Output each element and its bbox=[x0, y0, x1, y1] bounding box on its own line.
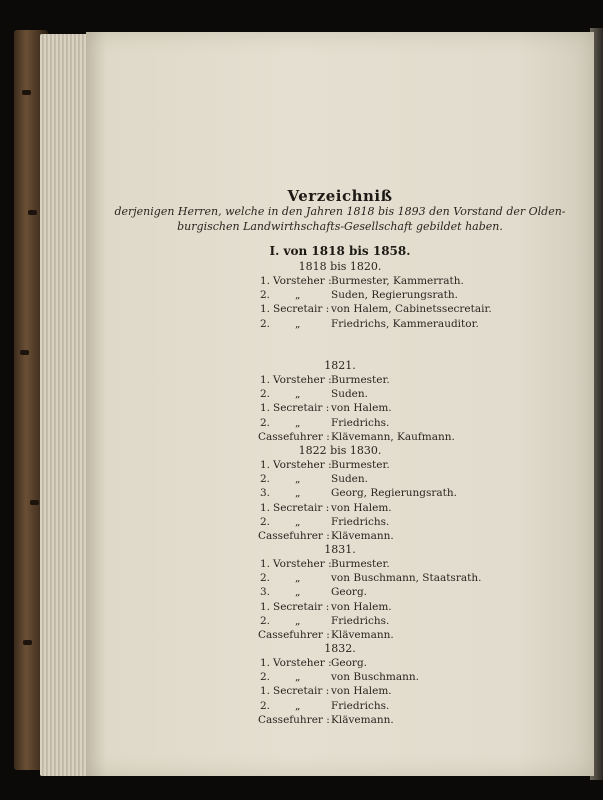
entry-role: Secretair : bbox=[273, 402, 330, 415]
entry-number: 1. bbox=[260, 657, 271, 669]
document-title: Verzeichniß bbox=[287, 187, 393, 205]
member-entry bbox=[86, 714, 594, 728]
book-page bbox=[86, 32, 594, 776]
entry-ditto-mark: „ bbox=[295, 671, 301, 684]
spine-wear-mark bbox=[23, 640, 32, 645]
spine-wear-mark bbox=[30, 500, 39, 505]
entry-role: Secretair : bbox=[273, 685, 330, 698]
entry-member-name: Suden, Regierungsrath. bbox=[331, 289, 458, 302]
member-entry bbox=[86, 388, 594, 402]
subtitle-line-2: burgischen Landwirthschafts-Gesellschaft gebildet haben. bbox=[177, 220, 503, 233]
entry-ditto-mark: „ bbox=[295, 473, 301, 486]
period-year: 1831. bbox=[324, 543, 356, 556]
member-entry bbox=[86, 671, 594, 685]
entry-number: 1. bbox=[260, 501, 271, 514]
member-entry bbox=[86, 303, 594, 317]
entry-member-name: Klävemann. bbox=[331, 530, 394, 542]
member-entry bbox=[86, 700, 594, 714]
entry-role: Cassefuhrer : bbox=[258, 430, 330, 443]
entry-member-name: Klävemann. bbox=[331, 713, 394, 726]
member-entry bbox=[86, 318, 594, 332]
member-entry bbox=[86, 516, 594, 530]
entry-number: 1. bbox=[260, 275, 271, 287]
entry-member-name: Klävemann, Kaufmann. bbox=[331, 430, 455, 443]
entry-role: Vorsteher : bbox=[273, 374, 332, 386]
entry-number: 1. bbox=[260, 685, 271, 698]
entry-member-name: von Halem. bbox=[331, 685, 392, 698]
member-entry bbox=[86, 473, 594, 487]
spine-wear-mark bbox=[22, 90, 31, 95]
entry-ditto-mark: „ bbox=[295, 515, 301, 528]
member-entry bbox=[86, 657, 594, 671]
entry-ditto-mark: „ bbox=[295, 317, 301, 330]
entry-number: 2. bbox=[260, 515, 271, 528]
member-entry bbox=[86, 431, 594, 445]
entry-member-name: Friedrichs, Kammerauditor. bbox=[331, 317, 479, 330]
entry-member-name: von Halem. bbox=[331, 501, 392, 514]
member-entry bbox=[86, 615, 594, 629]
section-heading: I. von 1818 bis 1858. bbox=[269, 244, 411, 258]
subtitle-line-1: derjenigen Herren, welche in den Jahren 1818 bis 1893 den Vorstand der Olden- bbox=[114, 205, 566, 218]
entry-member-name: Friedrichs. bbox=[331, 614, 390, 627]
period-year: 1818 bis 1820. bbox=[298, 260, 382, 273]
entry-member-name: von Halem, Cabinetssecretair. bbox=[331, 303, 492, 316]
entry-number: 2. bbox=[260, 572, 271, 585]
entry-member-name: Burmester. bbox=[331, 374, 390, 386]
member-entry bbox=[86, 487, 594, 501]
entry-ditto-mark: „ bbox=[295, 614, 301, 627]
member-entry bbox=[86, 558, 594, 572]
entry-role: Vorsteher : bbox=[273, 459, 332, 471]
entry-member-name: von Buschmann. bbox=[331, 671, 419, 684]
entry-member-name: Klävemann. bbox=[331, 629, 394, 641]
entry-member-name: von Halem. bbox=[331, 600, 392, 613]
entry-ditto-mark: „ bbox=[295, 586, 301, 599]
entry-role: Vorsteher : bbox=[273, 275, 332, 287]
entry-member-name: Burmester. bbox=[331, 558, 390, 570]
entry-member-name: Georg, Regierungsrath. bbox=[331, 487, 458, 500]
entry-member-name: Georg. bbox=[331, 586, 368, 599]
entry-ditto-mark: „ bbox=[295, 388, 301, 401]
period-year: 1832. bbox=[324, 642, 356, 655]
member-entry bbox=[86, 417, 594, 431]
entry-role: Vorsteher : bbox=[273, 657, 332, 669]
entry-role: Secretair : bbox=[273, 501, 330, 514]
member-entry bbox=[86, 685, 594, 699]
entry-member-name: Friedrichs. bbox=[331, 699, 390, 712]
entry-number: 1. bbox=[260, 374, 271, 386]
entry-number: 1. bbox=[260, 558, 271, 570]
entry-ditto-mark: „ bbox=[295, 416, 301, 429]
entry-number: 2. bbox=[260, 699, 271, 712]
entry-role: Cassefuhrer : bbox=[258, 629, 330, 641]
spine-wear-mark bbox=[28, 210, 37, 215]
member-entry bbox=[86, 601, 594, 615]
entry-role: Secretair : bbox=[273, 303, 330, 316]
entry-number: 2. bbox=[260, 614, 271, 627]
entry-role: Cassefuhrer : bbox=[258, 713, 330, 726]
entry-ditto-mark: „ bbox=[295, 487, 301, 500]
member-entry bbox=[86, 275, 594, 289]
entry-ditto-mark: „ bbox=[295, 289, 301, 302]
entry-number: 1. bbox=[260, 402, 271, 415]
entry-number: 1. bbox=[260, 459, 271, 471]
spine-wear-mark bbox=[20, 350, 29, 355]
entry-number: 2. bbox=[260, 388, 271, 401]
entry-ditto-mark: „ bbox=[295, 699, 301, 712]
entry-member-name: Suden. bbox=[331, 473, 368, 486]
entry-member-name: Georg. bbox=[331, 657, 368, 669]
member-entry bbox=[86, 530, 594, 544]
page-edges bbox=[40, 34, 90, 776]
entry-member-name: Friedrichs. bbox=[331, 416, 390, 429]
entry-role: Cassefuhrer : bbox=[258, 530, 330, 542]
member-entry bbox=[86, 586, 594, 600]
entry-ditto-mark: „ bbox=[295, 572, 301, 585]
entry-role: Secretair : bbox=[273, 600, 330, 613]
member-entry bbox=[86, 289, 594, 303]
member-entry bbox=[86, 402, 594, 416]
member-entry bbox=[86, 374, 594, 388]
entry-number: 2. bbox=[260, 289, 271, 302]
entry-number: 2. bbox=[260, 317, 271, 330]
entry-member-name: von Halem. bbox=[331, 402, 392, 415]
entry-number: 3. bbox=[260, 586, 271, 599]
member-entry bbox=[86, 502, 594, 516]
entry-member-name: Suden. bbox=[331, 388, 368, 401]
entry-number: 1. bbox=[260, 600, 271, 613]
period-year: 1822 bis 1830. bbox=[298, 444, 382, 457]
entry-role: Vorsteher : bbox=[273, 558, 332, 570]
entry-number: 2. bbox=[260, 473, 271, 486]
member-entry bbox=[86, 572, 594, 586]
entry-number: 3. bbox=[260, 487, 271, 500]
entry-member-name: Friedrichs. bbox=[331, 515, 390, 528]
entry-member-name: Burmester, Kammerrath. bbox=[331, 275, 464, 287]
member-entry bbox=[86, 459, 594, 473]
member-entry bbox=[86, 629, 594, 643]
period-year: 1821. bbox=[324, 359, 356, 372]
entry-member-name: von Buschmann, Staatsrath. bbox=[331, 572, 482, 585]
entry-number: 2. bbox=[260, 671, 271, 684]
entry-number: 2. bbox=[260, 416, 271, 429]
entry-member-name: Burmester. bbox=[331, 459, 390, 471]
entry-number: 1. bbox=[260, 303, 271, 316]
